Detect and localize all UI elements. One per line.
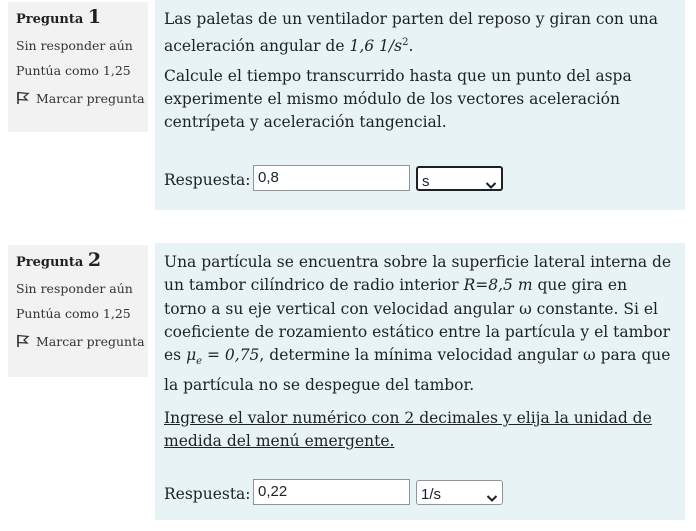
chevron-down-icon xyxy=(485,174,497,197)
flag-label: Marcar pregunta xyxy=(36,334,145,349)
flag-question-link[interactable] xyxy=(16,90,148,107)
answer-input[interactable]: 0,22 xyxy=(253,479,410,505)
answer-instruction: Ingrese el valor numérico con 2 decimales y elija la unidad de medida del menú emergente. xyxy=(164,408,652,451)
question-content xyxy=(155,0,685,210)
question-text: Una partícula se encuentra sobre la superficie lateral interna de un tambor cilíndrico de radio interior R=8,5 m que gira en torno a su eje vertical con velocidad angular ω constante. Si el coeficiente de rozamiento estático entre la partícula y el tambor es $\mu_e = 0,75$, determine la mínima velocidad angular ω para que la partícula no se despegue del tambor. xyxy=(164,253,672,394)
unit-select-value: 1/s xyxy=(421,486,442,503)
flag-label: Marcar pregunta xyxy=(36,91,145,106)
flag-question-link[interactable] xyxy=(16,333,148,350)
question-content xyxy=(155,243,685,520)
question-text: Las paletas de un ventilador parten del reposo y giran con una aceleración angular de 1,6 $1/s^2$. xyxy=(164,10,659,56)
unit-select[interactable] xyxy=(416,480,503,505)
question-number: Pregunta 1 xyxy=(16,6,102,28)
question-grade: Puntúa como 1,25 xyxy=(16,63,131,78)
question-state: Sin responder aún xyxy=(16,281,133,296)
question-number: Pregunta 2 xyxy=(16,249,102,271)
unit-select-value: s xyxy=(422,173,430,190)
chevron-down-icon xyxy=(486,487,498,510)
question-state: Sin responder aún xyxy=(16,38,133,53)
unit-select[interactable] xyxy=(416,166,503,191)
question-info xyxy=(8,2,148,132)
flag-icon xyxy=(16,91,36,106)
answer-label: Respuesta: xyxy=(164,171,251,189)
question-grade: Puntúa como 1,25 xyxy=(16,306,131,321)
question-prompt: Calcule el tiempo transcurrido hasta que un punto del aspa experimente el mismo módulo de los vectores aceleración centrípeta y aceleración tangencial. xyxy=(164,66,632,132)
flag-icon xyxy=(16,334,36,349)
answer-input[interactable]: 0,8 xyxy=(253,165,410,191)
question-info xyxy=(8,245,148,377)
answer-label: Respuesta: xyxy=(164,485,251,503)
